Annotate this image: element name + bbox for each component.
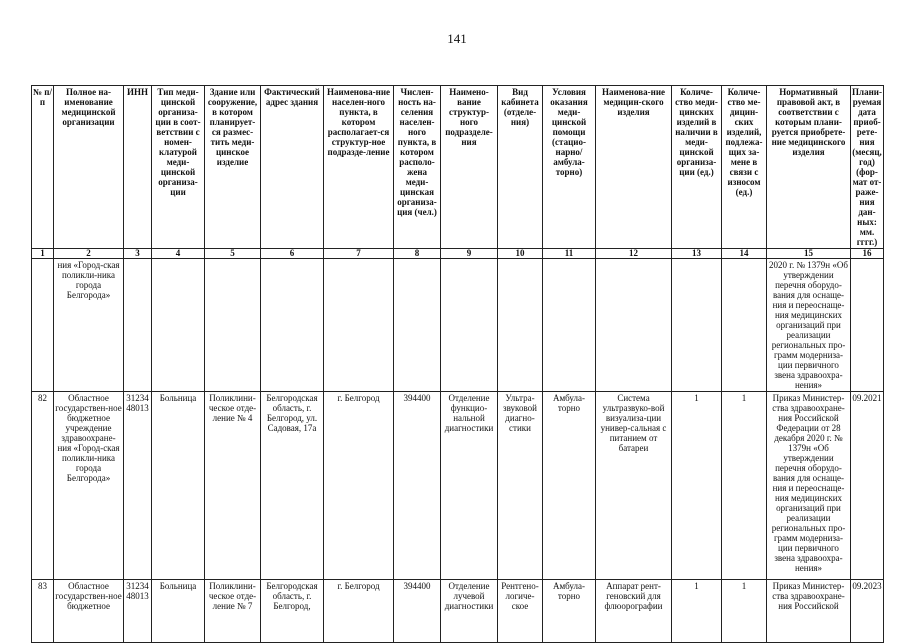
header-cell: Полное на-именование медицинской организации [54, 86, 124, 249]
cell-qty-replace: 1 [722, 580, 767, 643]
header-cell: Наимено-вание структур-ного подразделе-ния [441, 86, 498, 249]
table-row [32, 259, 884, 392]
column-number: 12 [596, 249, 672, 259]
cell-device: Аппарат рент-геновский для флюорографии [596, 580, 672, 643]
cell-purchase-date [851, 259, 884, 392]
cell-number: 82 [32, 392, 54, 580]
cell-device: Система ультразвуко-вой визуализа-ции универ-сальная с питанием от батареи [596, 392, 672, 580]
cell-cabinet: Рентгено-логиче-ское [498, 580, 543, 643]
header-cell: Тип меди-цинской организа-ции в соот-ветствии с номен-клатурой меди-цинской организа-ции [152, 86, 205, 249]
cell-building [205, 259, 261, 392]
header-cell: Количе-ство ме-дицин-ских изделий, подлежа-щих за-мене в связи с износом (ед.) [722, 86, 767, 249]
column-number-row [32, 249, 884, 259]
medical-equipment-table [31, 85, 884, 643]
cell-population: 394400 [394, 580, 441, 643]
header-cell: Здание или сооружение, в котором планирует-ся размес-тить меди-цинское изделие [205, 86, 261, 249]
cell-department [441, 259, 498, 392]
cell-population [394, 259, 441, 392]
cell-locality: г. Белгород [324, 392, 394, 580]
cell-purchase-date: 09.2021 [851, 392, 884, 580]
cell-org-type: Больница [152, 392, 205, 580]
cell-organization: ния «Город-ская поликли-ника города Белгорода» [54, 259, 124, 392]
header-cell: Числен-ность на-селения населен-ного пункта, в котором располо-жена меди-цинская организа-ция (чел.) [394, 86, 441, 249]
cell-department: Отделение лучевой диагностики [441, 580, 498, 643]
cell-qty-available: 1 [672, 392, 722, 580]
header-cell: Вид кабинета (отделе-ния) [498, 86, 543, 249]
cell-qty-replace [722, 259, 767, 392]
cell-cabinet: Ультра-звуковой диагно-стики [498, 392, 543, 580]
table-row [32, 580, 884, 643]
column-number: 16 [851, 249, 884, 259]
header-row [32, 86, 884, 249]
column-number: 6 [261, 249, 324, 259]
column-number: 4 [152, 249, 205, 259]
table-row [32, 392, 884, 580]
header-cell: № п/п [32, 86, 54, 249]
column-number: 8 [394, 249, 441, 259]
cell-number [32, 259, 54, 392]
cell-department: Отделение функцио-нальной диагностики [441, 392, 498, 580]
cell-org-type: Больница [152, 580, 205, 643]
cell-inn: 3123448013 [124, 580, 152, 643]
header-cell: Количе-ство меди-цинских изделий в наличии в меди-цинской организа-ции (ед.) [672, 86, 722, 249]
cell-device [596, 259, 672, 392]
header-cell: Плани-руемая дата приоб-рете-ния (месяц, год) (фор-мат от-раже-ния дан-ных: мм. гггг.) [852, 87, 882, 247]
cell-conditions [543, 259, 596, 392]
header-cell: Наименова-ние населен-ного пункта, в котором располагает-ся структур-ное подразде-ление [324, 86, 394, 249]
cell-conditions: Амбула-торно [543, 580, 596, 643]
cell-legal-act: Приказ Министер-ства здравоохране-ния Российской [767, 580, 851, 643]
column-number: 11 [543, 249, 596, 259]
cell-qty-replace: 1 [722, 392, 767, 580]
cell-qty-available [672, 259, 722, 392]
cell-conditions: Амбула-торно [543, 392, 596, 580]
cell-address [261, 259, 324, 392]
cell-cabinet [498, 259, 543, 392]
cell-legal-act: 2020 г. № 1379н «Об утверждении перечня оборудо-вания для оснаще-ния и переоснаще-ния медицинских организаций при реализации региональных про-грамм модерниза-ции первичного звена здравоохра-нения» [767, 259, 851, 392]
cell-locality: г. Белгород [324, 580, 394, 643]
cell-qty-available: 1 [672, 580, 722, 643]
cell-locality [324, 259, 394, 392]
header-cell: Условия оказания меди-цинской помощи (стацио-нарно/ амбула-торно) [543, 86, 596, 249]
page-number: 141 [447, 31, 467, 46]
header-cell: Фактический адрес здания [261, 86, 324, 249]
cell-number: 83 [32, 580, 54, 643]
column-number: 13 [672, 249, 722, 259]
column-number: 9 [441, 249, 498, 259]
header-cell: Нормативный правовой акт, в соответствии с которым плани-руется приобрете-ние медицинского изделия [767, 86, 851, 249]
cell-population: 394400 [394, 392, 441, 580]
cell-building: Поликлини-ческое отде-ление № 7 [205, 580, 261, 643]
cell-address: Белгородская область, г. Белгород, [261, 580, 324, 643]
cell-address: Белгородская область, г. Белгород, ул. Садовая, 17а [261, 392, 324, 580]
header-cell: ИНН [124, 86, 152, 249]
cell-inn: 3123448013 [124, 392, 152, 580]
header-cell: Наименова-ние медицин-ского изделия [596, 86, 672, 249]
column-number: 5 [205, 249, 261, 259]
cell-legal-act: Приказ Министер-ства здравоохране-ния Российской Федерации от 28 декабря 2020 г. № 1379н «Об утверждении перечня оборудо-вания для оснаще-ния и переоснаще-ния медицинских организаций при реализации региональных про-грамм модерниза-ции первичного звена здравоохра-нения» [767, 392, 851, 580]
cell-inn [124, 259, 152, 392]
column-number: 7 [324, 249, 394, 259]
column-number: 10 [498, 249, 543, 259]
cell-purchase-date: 09.2023 [851, 580, 884, 643]
cell-organization: Областное государствен-ное бюджетное учреждение здравоохране-ния «Город-ская поликли-ника города Белгорода» [54, 392, 124, 580]
column-number: 14 [722, 249, 767, 259]
column-number: 1 [32, 249, 54, 259]
cell-organization: Областное государствен-ное бюджетное [54, 580, 124, 643]
cell-building: Поликлини-ческое отде-ление № 4 [205, 392, 261, 580]
cell-org-type [152, 259, 205, 392]
column-number: 3 [124, 249, 152, 259]
column-number: 2 [54, 249, 124, 259]
column-number: 15 [767, 249, 851, 259]
